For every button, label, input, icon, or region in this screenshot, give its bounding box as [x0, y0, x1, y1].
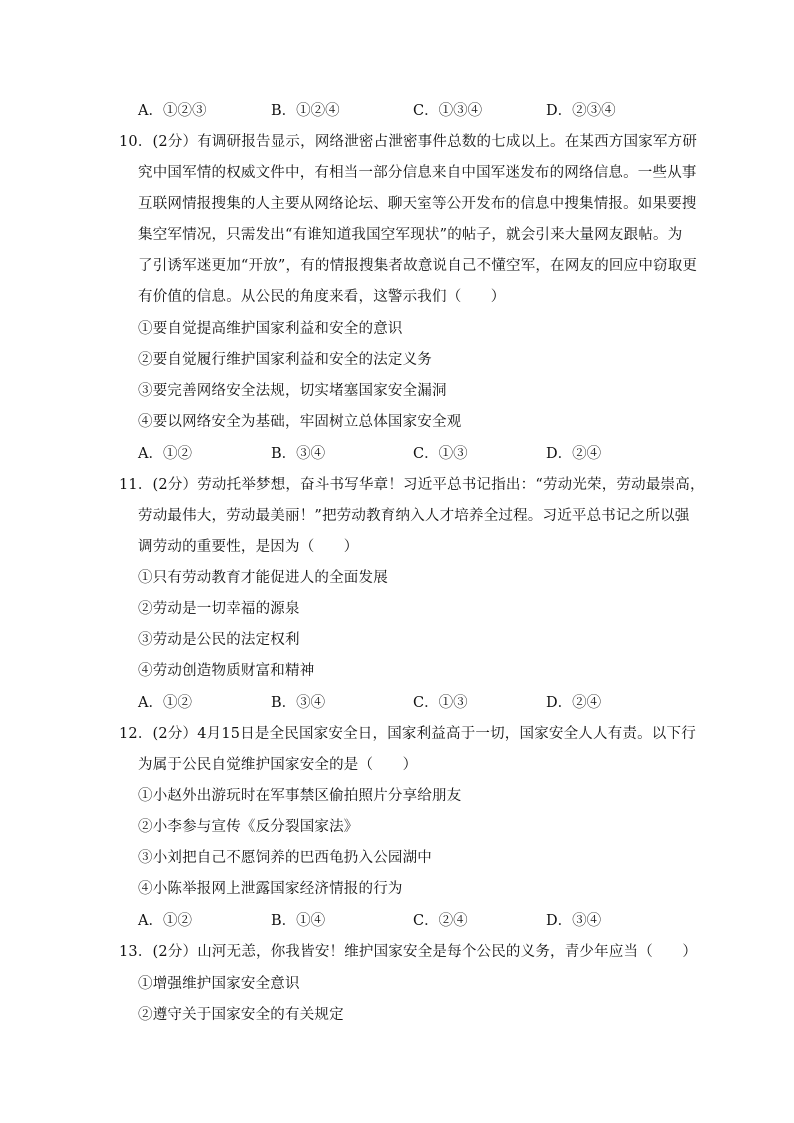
option-b[interactable]: B．①②④ [271, 103, 340, 119]
question-stem-line: 13．(2分）山河无恙，你我皆安！维护国家安全是每个公民的义务，青少年应当（ ） [119, 944, 698, 960]
question-stem-line: 了引诱军迷更加“开放”，有的情报搜集者故意说自己不懂空军，在网友的回应中窃取更 [138, 258, 698, 274]
statement-item: ②劳动是一切幸福的源泉 [138, 601, 300, 617]
question-stem-line: 为属于公民自觉维护国家安全的是（ ） [138, 757, 418, 773]
option-c[interactable]: C．①③④ [413, 103, 483, 119]
statement-item: ①增强维护国家安全意识 [138, 976, 300, 992]
statement-item: ①小赵外出游玩时在军事禁区偷拍照片分享给朋友 [138, 788, 462, 804]
option-c[interactable]: C．②④ [413, 913, 468, 929]
statement-item: ④要以网络安全为基础，牢固树立总体国家安全观 [138, 414, 462, 430]
statement-item: ③要完善网络安全法规，切实堵塞国家安全漏洞 [138, 383, 447, 399]
statement-item: ②小李参与宣传《反分裂国家法》 [138, 819, 359, 835]
question-stem-line: 劳动最伟大，劳动最美丽！”把劳动教育纳入人才培养全过程。习近平总书记之所以强 [138, 508, 690, 524]
option-c[interactable]: C．①③ [413, 446, 468, 462]
statement-item: ③劳动是公民的法定权利 [138, 632, 300, 648]
statement-item: ④小陈举报网上泄露国家经济情报的行为 [138, 881, 403, 897]
option-b[interactable]: B．③④ [271, 695, 326, 711]
option-a[interactable]: A．①② [138, 446, 192, 462]
option-d[interactable]: D．②④ [546, 695, 602, 711]
question-stem-line: 究中国军情的权威文件中，有相当一部分信息来自中国军迷发布的网络信息。一些从事 [138, 165, 697, 181]
answer-options [138, 693, 658, 713]
question-stem-line: 11．(2分）劳动托举梦想，奋斗书写华章！习近平总书记指出：“劳动光荣，劳动最崇高， [119, 477, 705, 493]
option-b[interactable]: B．③④ [271, 446, 326, 462]
statement-item: ②遵守关于国家安全的有关规定 [138, 1007, 344, 1023]
option-a[interactable]: A．①② [138, 913, 192, 929]
statement-item: ②要自觉履行维护国家利益和安全的法定义务 [138, 352, 432, 368]
option-b[interactable]: B．①④ [271, 913, 326, 929]
option-c[interactable]: C．①③ [413, 695, 468, 711]
option-a[interactable]: A．①②③ [138, 103, 207, 119]
question-stem-line: 互联网情报搜集的人主要从网络论坛、聊天室等公开发布的信息中搜集情报。如果要搜 [138, 196, 697, 212]
question-stem-line: 有价值的信息。从公民的角度来看，这警示我们（ ） [138, 289, 506, 305]
question-stem-line: 12．(2分）4月15日是全民国家安全日，国家利益高于一切，国家安全人人有责。以下行 [119, 726, 696, 742]
option-a[interactable]: A．①② [138, 695, 192, 711]
prev-question-options [138, 101, 658, 121]
option-d[interactable]: D．②③④ [546, 103, 616, 119]
question-stem-line: 10．(2分）有调研报告显示，网络泄密占泄密事件总数的七成以上。在某西方国家军方研 [119, 134, 698, 150]
answer-options [138, 911, 658, 931]
question-stem-line: 调劳动的重要性，是因为（ ） [138, 539, 359, 555]
option-d[interactable]: D．②④ [546, 446, 602, 462]
statement-item: ①只有劳动教育才能促进人的全面发展 [138, 570, 388, 586]
statement-item: ①要自觉提高维护国家利益和安全的意识 [138, 321, 403, 337]
statement-item: ④劳动创造物质财富和精神 [138, 663, 315, 679]
answer-options [138, 444, 658, 464]
option-d[interactable]: D．③④ [546, 913, 602, 929]
question-stem-line: 集空军情况，只需发出“有谁知道我国空军现状”的帖子，就会引来大量网友跟帖。为 [138, 227, 683, 243]
statement-item: ③小刘把自己不愿饲养的巴西龟扔入公园湖中 [138, 850, 432, 866]
